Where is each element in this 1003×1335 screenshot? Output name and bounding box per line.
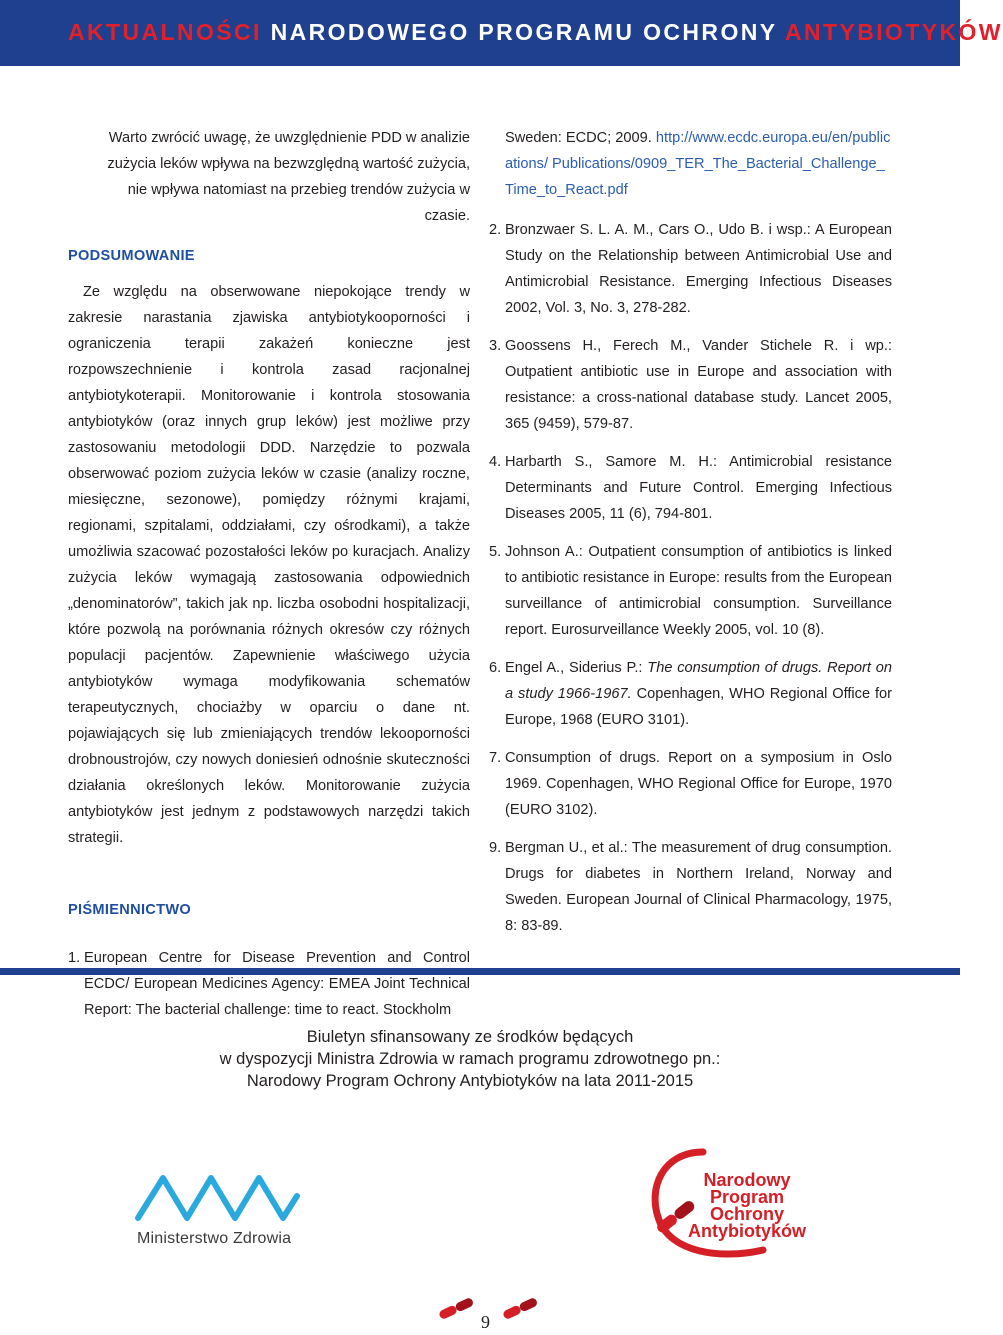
reference-number: 1. — [68, 950, 81, 966]
reference-2 — [489, 217, 892, 321]
newsletter-title — [68, 16, 1003, 48]
reference-number: 5. — [489, 544, 502, 560]
summary-paragraph: Ze względu na obserwowane niepokojące trendy w zakresie narastania zjawiska antybiotykooporności i ograniczenia terapii zakażeń konieczne jest rozpowszechnienie i kontrola zasad racjonalnej antybiotykoterapii. Monitorowanie i kontrola stosowania antybiotyków (oraz innych grup leków) jest możliwe przy zastosowaniu metodologii DDD. Narzędzie to pozwala obserwować poziom zużycia leków w czasie (analizy roczne, miesięczne, sezonowe), pomiędzy różnymi krajami, regionami, szpitalami, oddziałami, czy ośrodkami), a także umożliwia szacować pozostałości leków po kuracjach. Analizy zużycia leków wymagają zastosowania odpowiednich „denominatorów”, takich jak np. liczba osobodni hospitalizacji, które pozwolą na porównania różnych okresów czy różnych populacji pacjentów. Zapewnienie właściwego użycia antybiotyków wymaga modyfikowania schematów terapeutycznych, chociażby w oparciu o dane nt. pojawiających się lub zmieniających trendów lekooporności drobnoustrojów, czy nowych doniesień odnośnie skuteczności działania określonych leków. Monitorowanie zużycia antybiotyków jest jednym z podstawowych narzędzi takich strategii. — [68, 284, 470, 846]
reference-number: 6. — [489, 660, 502, 676]
reference-4 — [489, 449, 892, 527]
reference-text — [505, 125, 892, 203]
reference-7 — [489, 745, 892, 823]
reference-number: 2. — [489, 222, 502, 238]
pills-decoration-icon — [430, 1290, 550, 1330]
reference-title: The consumption of drugs. Report on a study 1966-1967. — [505, 660, 892, 702]
references-heading: PIŚMIENNICTWO — [68, 902, 192, 918]
reference-text: Goossens H., Ferech M., Vander Stichele R. i wp.: Outpatient antibiotic use in Europe and association with resistance: a cross-national database study. Lancet 2005, 365 (9459), 579-87. — [505, 338, 892, 432]
reference-6 — [489, 655, 892, 733]
title-part-3: ANTYBIOTYKÓW — [785, 19, 1003, 45]
ecdc-report-link[interactable]: http://www.ecdc.europa.eu/en/publications/ Publications/0909_TER_The_Bacterial_Challenge_Time_to_React.pdf — [505, 130, 891, 198]
ministry-caption: Ministerstwo Zdrowia — [137, 1230, 292, 1247]
npoa-line-2: Program — [709, 1187, 785, 1207]
reference-text: Harbarth S., Samore M. H.: Antimicrobial resistance Determinants and Future Control. Emerging Infectious Diseases 2005, 11 (6), 794-801. — [505, 454, 892, 522]
page-number: 9 — [481, 1312, 490, 1332]
npoa-logo-text — [672, 1172, 822, 1240]
npoa-line-3: Ochrony — [709, 1204, 784, 1224]
footer-divider-bar — [0, 968, 960, 975]
reference-1-continuation — [489, 125, 892, 203]
left-column — [68, 125, 470, 1023]
right-column — [489, 125, 892, 939]
funding-statement — [0, 1026, 940, 1092]
reference-text: Johnson A.: Outpatient consumption of antibiotics is linked to antibiotic resistance in Europe: results from the European surveillance of antimicrobial consumption. Surveillance report. Eurosurveillance Weekly 2005, vol. 10 (8). — [505, 544, 892, 638]
summary-heading: PODSUMOWANIE — [68, 248, 195, 264]
reference-text — [505, 655, 892, 733]
reference-number: 9. — [489, 840, 502, 856]
reference-text: Consumption of drugs. Report on a symposium in Oslo 1969. Copenhagen, WHO Regional Office for Europe, 1970 (EURO 3102). — [505, 750, 892, 818]
intro-paragraph: Warto zwrócić uwagę, że uwzględnienie PDD w analizie zużycia leków wpływa na bezwzględną wartość zużycia, nie wpływa natomiast na przebieg trendów zużycia w czasie. — [107, 130, 470, 224]
reference-3 — [489, 333, 892, 437]
reference-publisher: Copenhagen, WHO Regional Office for Europe, 1968 (EURO 3101). — [505, 686, 893, 728]
npoa-line-1: Narodowy — [703, 1170, 791, 1190]
reference-5 — [489, 539, 892, 643]
reference-8 — [489, 835, 892, 939]
reference-number: 4. — [489, 454, 502, 470]
title-part-2: NARODOWEGO PROGRAMU OCHRONY — [270, 19, 778, 45]
reference-continuation-text: Sweden: ECDC; 2009. — [505, 130, 652, 146]
funding-line-2: w dyspozycji Ministra Zdrowia w ramach programu zdrowotnego pn.: — [219, 1050, 721, 1068]
reference-number: 7. — [489, 750, 502, 766]
header-bar — [0, 0, 1003, 66]
funding-line-3: Narodowy Program Ochrony Antybiotyków na lata 2011-2015 — [246, 1072, 694, 1090]
title-part-1: AKTUALNOŚCI — [68, 19, 262, 45]
reference-authors: Engel A., Siderius P.: — [505, 660, 643, 676]
reference-number: 3. — [489, 338, 502, 354]
reference-text: European Centre for Disease Prevention and Control ECDC/ European Medicines Agency: EMEA Joint Technical Report: The bacterial challenge: time to react. Stockholm — [84, 950, 470, 1018]
reference-number-spacer — [489, 125, 505, 203]
funding-line-1: Biuletyn sfinansowany ze środków będących — [306, 1028, 634, 1046]
reference-text: Bronzwaer S. L. A. M., Cars O., Udo B. i wsp.: A European Study on the Relationship between Antimicrobial Use and Antimicrobial Resistance. Emerging Infectious Diseases 2002, Vol. 3, No. 3, 278-282. — [505, 222, 892, 316]
reference-text: Bergman U., et al.: The measurement of drug consumption. Drugs for diabetes in Northern Ireland, Norway and Sweden. European Journal of Clinical Pharmacology, 1975, 8: 83-89. — [505, 840, 892, 934]
reference-1 — [68, 945, 470, 1023]
npoa-line-4: Antybiotyków — [687, 1221, 806, 1241]
